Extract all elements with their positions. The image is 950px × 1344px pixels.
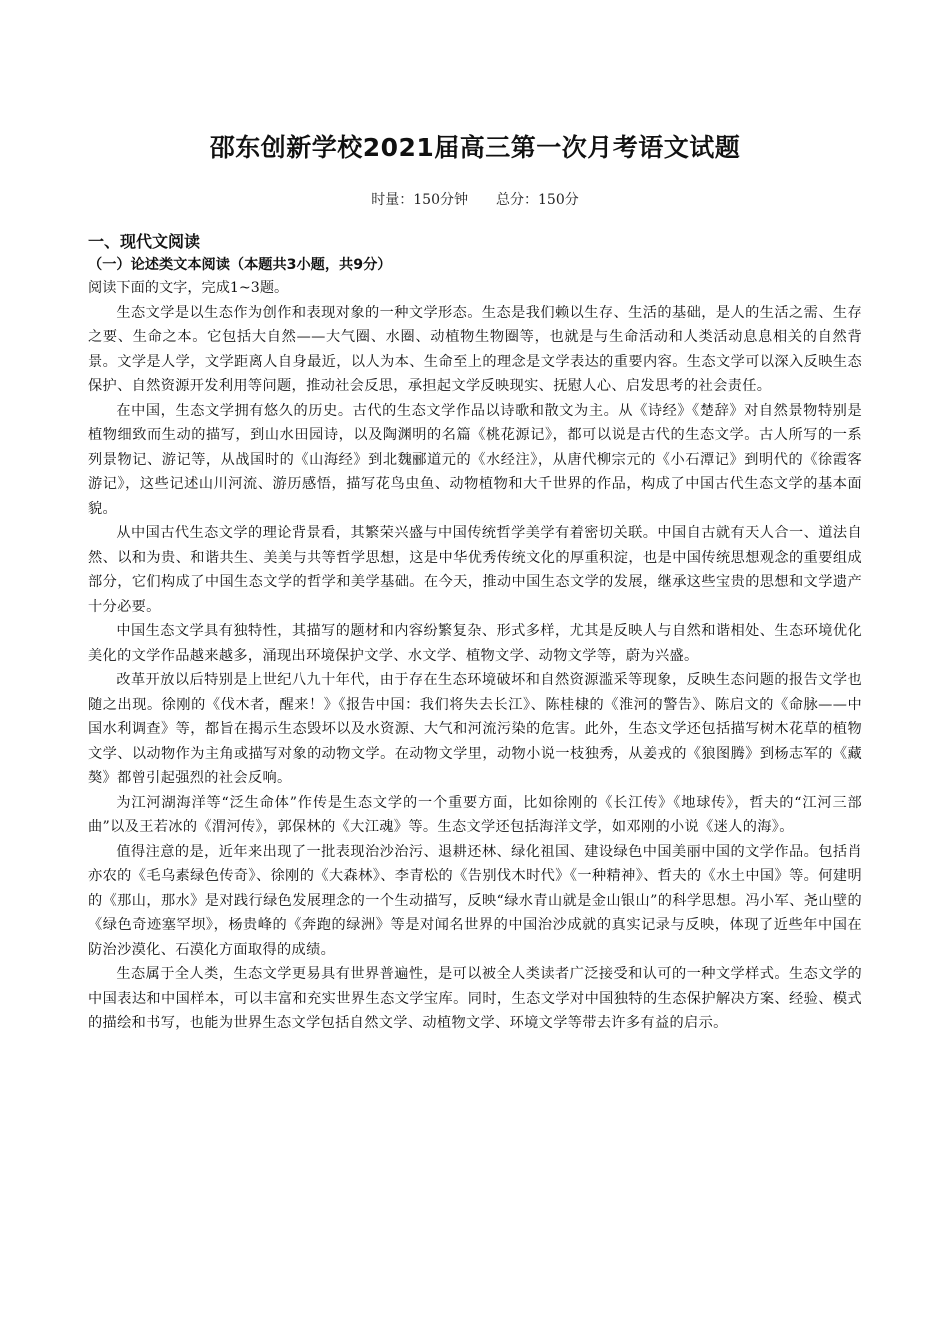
total-score: 总分：150分: [496, 192, 579, 208]
passage-paragraph-2: 在中国，生态文学拥有悠久的历史。古代的生态文学作品以诗歌和散文为主。从《诗经》《楚辞》对自然景物特别是植物细致而生动的描写，到山水田园诗，以及陶渊明的名篇《桃花源记》，都可以说是古代的生态文学。古人所写的一系列景物记、游记等，从战国时的《山海经》到北魏郦道元的《水经注》，从唐代柳宗元的《小石潭记》到明代的《徐霞客游记》，这些记述山川河流、游历感悟，描写花鸟虫鱼、动物植物和大千世界的作品，构成了中国古代生态文学的基本面貌。: [88, 402, 862, 517]
document-title: 邵东创新学校2021届高三第一次月考语文试题: [209, 133, 741, 162]
exam-meta: [88, 190, 862, 210]
passage-paragraph-5: 改革开放以后特别是上世纪八九十年代，由于存在生态环境破坏和自然资源滥采等现象，反映生态问题的报告文学也随之出现。徐刚的《伐木者，醒来！》《报告中国：我们将失去长江》、陈桂棣的《淮河的警告》、陈启文的《命脉——中国水利调查》等，都旨在揭示生态毁坏以及水资源、大气和河流污染的危害。此外，生态文学还包括描写树木花草的植物文学、以动物作为主角或描写对象的动物文学。在动物文学里，动物小说一枝独秀，从姜戎的《狼图腾》到杨志军的《藏獒》都曾引起强烈的社会反响。: [88, 672, 862, 786]
passage-paragraph-3: 从中国古代生态文学的理论背景看，其繁荣兴盛与中国传统哲学美学有着密切关联。中国自古就有天人合一、道法自然、以和为贵、和谐共生、美美与共等哲学思想，这是中华优秀传统文化的厚重积淀，也是中国传统思想观念的重要组成部分，它们构成了中国生态文学的哲学和美学基础。在今天，推动中国生态文学的发展，继承这些宝贵的思想和文学遗产十分必要。: [88, 525, 862, 615]
reading-instruction: 阅读下面的文字，完成1~3题。: [88, 280, 289, 296]
passage: [88, 301, 862, 1036]
passage-paragraph-8: 生态属于全人类，生态文学更易具有世界普遍性，是可以被全人类读者广泛接受和认可的一种文学样式。生态文学的中国表达和中国样本，可以丰富和充实世界生态文学宝库。同时，生态文学对中国独特的生态保护解决方案、经验、模式的描绘和书写，也能为世界生态文学包括自然文学、动植物文学、环境文学等带去许多有益的启示。: [88, 966, 862, 1031]
exam-page: [88, 128, 862, 1036]
section-subheading: （一）论述类文本阅读（本题共3小题，共9分）: [88, 257, 392, 273]
passage-paragraph-1: 生态文学是以生态作为创作和表现对象的一种文学形态。生态是我们赖以生存、生活的基础，是人的生活之需、生存之要、生命之本。它包括大自然——大气圈、水圈、动植物生物圈等，也就是与生命活动和人类活动息息相关的自然背景。文学是人学，文学距离人自身最近，以人为本、生命至上的理念是文学表达的重要内容。生态文学可以深入反映生态保护、自然资源开发利用等问题，推动社会反思，承担起文学反映现实、抚慰人心、启发思考的社会责任。: [88, 304, 862, 394]
passage-paragraph-6: 为江河湖海洋等“泛生命体”作传是生态文学的一个重要方面，比如徐刚的《长江传》《地球传》，哲夫的“江河三部曲”以及王若冰的《渭河传》，郭保林的《大江魂》等。生态文学还包括海洋文学，如邓刚的小说《迷人的海》。: [88, 794, 862, 835]
section-heading: 一、现代文阅读: [88, 232, 201, 251]
passage-paragraph-4: 中国生态文学具有独特性，其描写的题材和内容纷繁复杂、形式多样，尤其是反映人与自然和谐相处、生态环境优化美化的文学作品越来越多，涌现出环境保护文学、水文学、植物文学、动物文学等，蔚为兴盛。: [88, 623, 862, 664]
time-limit: 时量：150分钟: [371, 192, 468, 208]
passage-paragraph-7: 值得注意的是，近年来出现了一批表现治沙治污、退耕还林、绿化祖国、建设绿色中国美丽中国的文学作品。包括肖亦农的《毛乌素绿色传奇》、徐刚的《大森林》、李青松的《告别伐木时代》《一种精神》、哲夫的《水土中国》等。何建明的《那山，那水》是对践行绿色发展理念的一个生动描写，反映“绿水青山就是金山银山”的科学思想。冯小军、尧山壁的《绿色奇迹塞罕坝》，杨贵峰的《奔跑的绿洲》等是对闻名世界的中国治沙成就的真实记录与反映，体现了近些年中国在防治沙漠化、石漠化方面取得的成绩。: [88, 843, 862, 958]
